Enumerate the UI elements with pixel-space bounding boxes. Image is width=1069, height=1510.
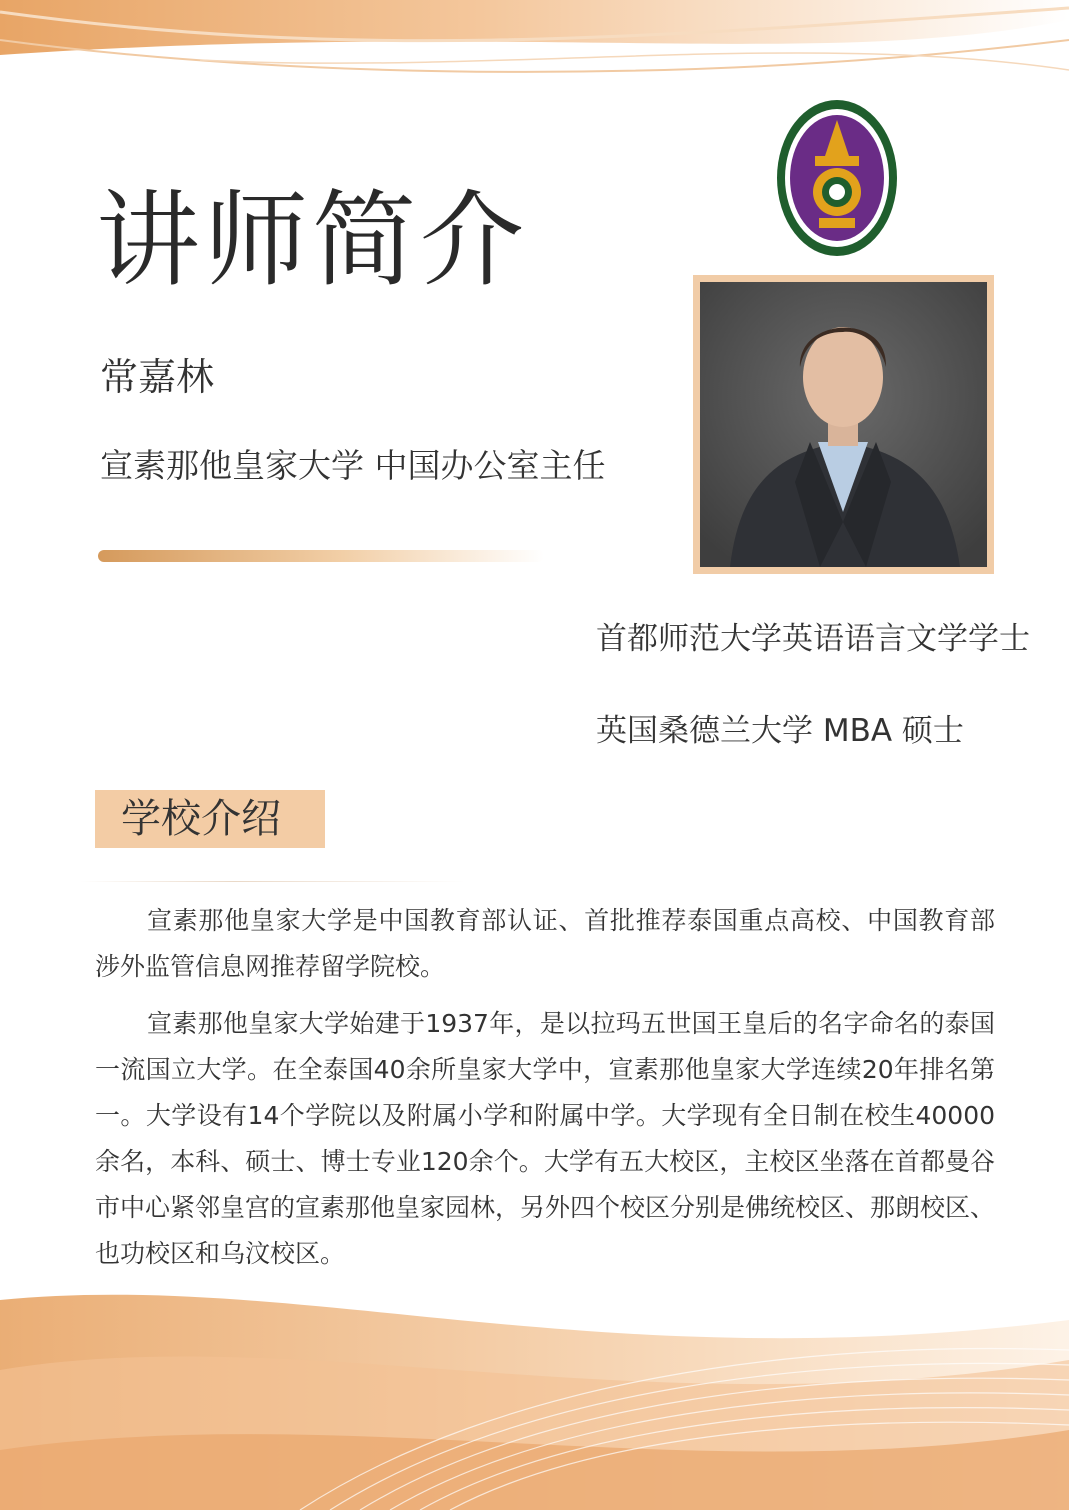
section-divider bbox=[80, 881, 465, 882]
lecturer-photo bbox=[700, 282, 987, 567]
top-wave-decoration bbox=[0, 0, 1069, 110]
section-heading-tag bbox=[95, 790, 325, 848]
university-emblem-icon bbox=[775, 98, 899, 258]
lecturer-photo-frame bbox=[693, 275, 994, 574]
lecturer-name: 常嘉林 bbox=[100, 355, 215, 399]
lecturer-position: 宣素那他皇家大学 中国办公室主任 bbox=[100, 446, 606, 485]
section-heading: 学校介绍 bbox=[121, 796, 281, 842]
degree-master: 英国桑德兰大学 MBA 硕士 bbox=[596, 713, 964, 749]
degree-bachelor: 首都师范大学英语语言文学学士 bbox=[596, 621, 1030, 657]
bottom-wave-decoration bbox=[0, 1260, 1069, 1510]
history-paragraph: 宣素那他皇家大学始建于1937年，是以拉玛五世国王皇后的名字命名的泰国一流国立大学。在全泰国40余所皇家大学中，宣素那他皇家大学连续20年排名第一。大学设有14个学院以及附属小学和附属中学。大学现有全日制在校生40000余名，本科、硕士、博士专业120余个。大学有五大校区，主校区坐落在首都曼谷市中心紧邻皇宫的宣素那他皇家园林，另外四个校区分别是佛统校区、那朗校区、也功校区和乌汶校区。 bbox=[95, 1009, 996, 1268]
page-title: 讲师简介 bbox=[96, 178, 529, 301]
gold-divider bbox=[98, 550, 544, 562]
intro-paragraph: 宣素那他皇家大学是中国教育部认证、首批推荐泰国重点高校、中国教育部涉外监管信息网推荐留学院校。 bbox=[95, 906, 995, 981]
